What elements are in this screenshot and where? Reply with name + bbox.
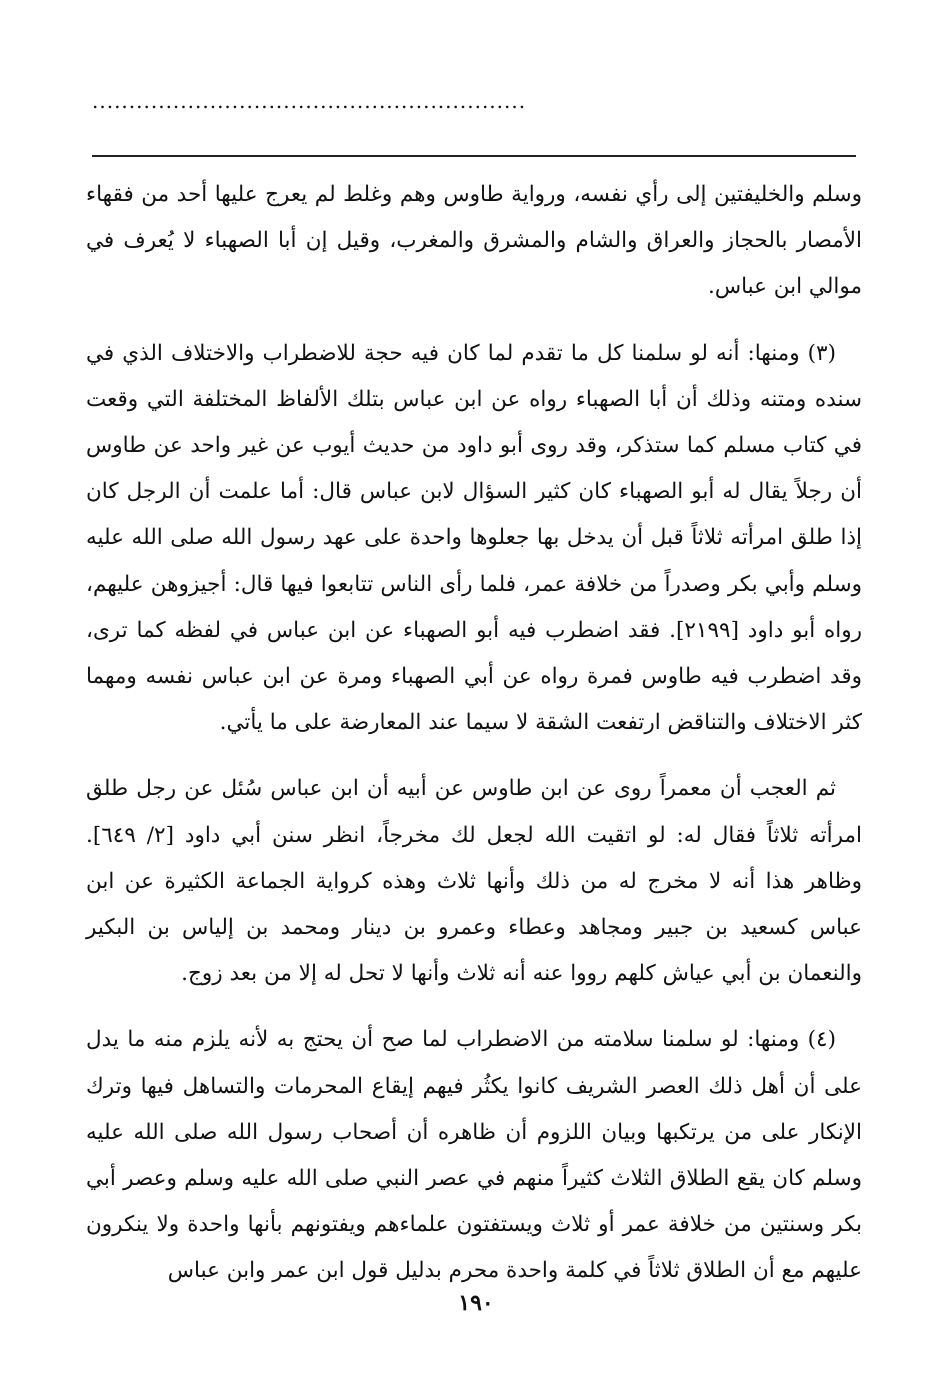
body-text — [86, 172, 862, 1295]
paragraph-muammar: ثم العجب أن معمراً روى عن ابن طاوس عن أبيه أن ابن عباس سُئل عن رجل طلق امرأته ثلاثاً فقال له: لو اتقيت الله لجعل لك مخرجاً، انظر سنن أبي داود [٢/ ٦٤٩]. وظاهر هذا أنه لا مخرج له من ذلك وأنها ثلاث وهذه كرواية الجماعة الكثيرة عن ابن عباس كسعيد بن جبير ومجاهد وعطاء وعمرو بن دينار ومحمد بن إلياس بن البكير والنعمان بن أبي عياش كلهم رووا عنه أنه ثلاث وأنها لا تحل له إلا من بعد زوج. — [86, 776, 862, 987]
paragraph-continuation: وسلم والخليفتين إلى رأي نفسه، ورواية طاوس وهم وغلط لم يعرج عليها أحد من فقهاء الأمصار بالحجاز والعراق والشام والمشرق والمغرب، وقيل إن أبا الصهباء لا يُعرف في موالي ابن عباس. — [86, 182, 862, 300]
header-rule — [92, 155, 856, 157]
footnote-dot-leader: ........................................................... — [92, 89, 527, 113]
paragraph-point-4: (٤) ومنها: لو سلمنا سلامته من الاضطراب لما صح أن يحتج به لأنه يلزم منه ما يدل على أن أهل ذلك العصر الشريف كانوا يكثُر فيهم إيقاع المحرمات والتساهل فيها وترك الإنكار على من يرتكبها وبيان اللزوم أن ظاهره أن أصحاب رسول الله صلى الله عليه وسلم كان يقع الطلاق الثلاث كثيراً منهم في عصر النبي صلى الله عليه وسلم وعصر أبي بكر وسنتين من خلافة عمر أو ثلاث ويستفتون علماءهم ويفتونهم بأنها واحدة ولا ينكرون عليهم مع أن الطلاق ثلاثاً في كلمة واحدة محرم بدليل قول ابن عمر وابن عباس — [86, 1027, 862, 1284]
page-number: ١٩٠ — [458, 1290, 494, 1316]
paragraph-point-3: (٣) ومنها: أنه لو سلمنا كل ما تقدم لما كان فيه حجة للاضطراب والاختلاف الذي في سنده ومتنه وذلك أن أبا الصهباء رواه عن ابن عباس بتلك الألفاظ المختلفة التي وقعت في كتاب مسلم كما ستذكر، وقد روى أبو داود من حديث أيوب عن غير واحد عن طاوس أن رجلاً يقال له أبو الصهباء كان كثير السؤال لابن عباس قال: أما علمت أن الرجل كان إذا طلق امرأته ثلاثاً قبل أن يدخل بها جعلوها واحدة على عهد رسول الله صلى الله عليه وسلم وأبي بكر وصدراً من خلافة عمر، فلما رأى الناس تتابعوا فيها قال: أجيزوهن عليهم، رواه أبو داود [٢١٩٩]. فقد اضطرب فيه أبو الصهباء عن ابن عباس في لفظه كما ترى، وقد اضطرب فيه طاوس فمرة رواه عن أبي الصهباء ومرة عن ابن عباس نفسه ومهما كثر الاختلاف والتناقض ارتفعت الشقة لا سيما عند المعارضة على ما يأتي. — [86, 340, 862, 736]
